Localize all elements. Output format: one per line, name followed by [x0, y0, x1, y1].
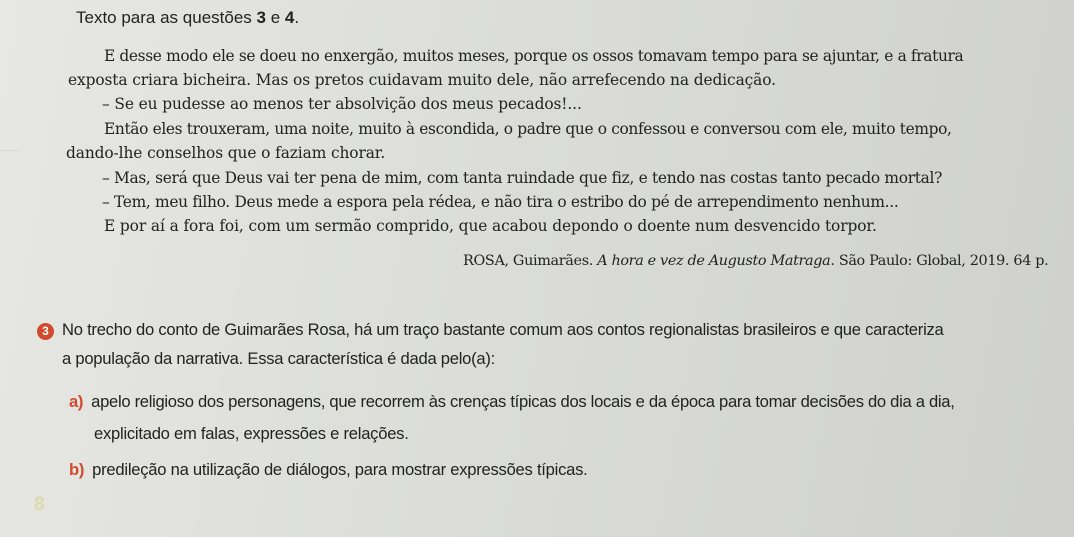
excerpt-line: E desse modo ele se doeu no enxergão, muitos meses, porque os ossos tomavam tempo para se ajuntar, e a fratura: [104, 47, 964, 65]
option-b-letter: b): [69, 460, 85, 479]
option-a[interactable]: [69, 392, 955, 412]
citation-author: ROSA, Guimarães.: [463, 253, 598, 269]
section-heading: [76, 8, 299, 28]
option-b-text: predileção na utilização de diálogos, para mostrar expressões típicas.: [92, 460, 588, 479]
excerpt-line: – Se eu pudesse ao menos ter absolvição dos meus pecados!...: [102, 95, 582, 113]
heading-prefix: Texto para as questões: [76, 8, 257, 27]
excerpt-line: exposta criara bicheira. Mas os pretos cuidavam muito dele, não arrefecendo na dedicação.: [68, 71, 776, 89]
heading-connector: e: [265, 8, 285, 27]
citation-title: A hora e vez de Augusto Matraga: [597, 253, 831, 269]
page-number: 8: [34, 494, 45, 515]
option-a-text: apelo religioso dos personagens, que recorrem às crenças típicas dos locais e da época para tomar decisões do dia a dia,: [91, 392, 955, 411]
excerpt-line: – Mas, será que Deus vai ter pena de mim, com tanta ruindade que fiz, e tendo nas costas tanto pecado mortal?: [102, 169, 943, 187]
heading-suffix: .: [294, 8, 300, 27]
heading-question-number-1: 3: [256, 8, 266, 27]
excerpt-line: E por aí a fora foi, com um sermão comprido, que acabou depondo o doente num desvencido torpor.: [104, 217, 877, 235]
citation-details: . São Paulo: Global, 2019. 64 p.: [830, 253, 1049, 269]
option-a-continuation: explicitado em falas, expressões e relações.: [94, 424, 409, 443]
option-b[interactable]: [69, 460, 588, 480]
question-line: No trecho do conto de Guimarães Rosa, há um traço bastante comum aos contos regionalistas brasileiros e que caracteriza: [62, 320, 944, 339]
margin-rule: [0, 150, 20, 271]
question-number-badge: 3: [37, 323, 54, 340]
heading-question-number-2: 4: [284, 8, 295, 27]
excerpt-line: dando-lhe conselhos que o faziam chorar.: [66, 144, 386, 162]
excerpt-line: – Tem, meu filho. Deus mede a espora pela rédea, e não tira o estribo do pé de arrependimento nenhum...: [102, 193, 899, 211]
excerpt-citation: [463, 253, 1048, 269]
question-line: a população da narrativa. Essa característica é dada pelo(a):: [62, 349, 496, 368]
option-a-letter: a): [69, 392, 84, 411]
excerpt-line: Então eles trouxeram, uma noite, muito à escondida, o padre que o confessou e conversou com ele, muito tempo,: [104, 120, 952, 138]
